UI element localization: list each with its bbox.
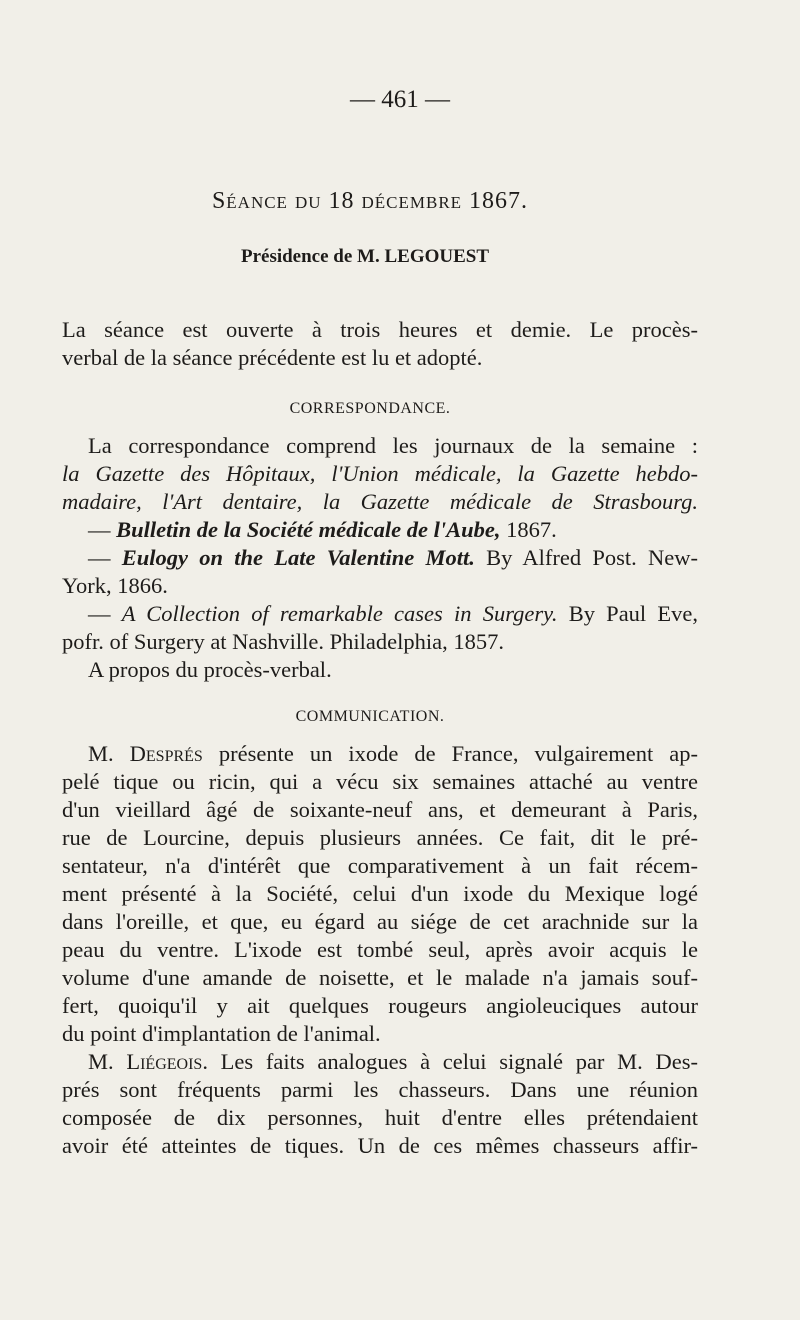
corr-line-2: la Gazette des Hôpitaux, l'Union médicale, la Gazette hebdo- xyxy=(62,461,698,486)
comm-p2-line-2: prés sont fréquents parmi les chasseurs. Dans une réunion xyxy=(62,1077,698,1102)
comm-p1-line-9: volume d'une amande de noisette, et le malade n'a jamais souf- xyxy=(62,965,698,990)
comm-p1-line-4: rue de Lourcine, depuis plusieurs années. Ce fait, dit le pré- xyxy=(62,825,698,850)
comm-p1-line-6: ment présenté à la Société, celui d'un ixode du Mexique logé xyxy=(62,881,698,906)
comm-p1-line-7: dans l'oreille, et que, eu égard au siége de cet arachnide sur la xyxy=(62,909,698,934)
comm-p1-line-1: M. Després présente un ixode de France, vulgairement ap- xyxy=(88,741,698,766)
comm-p1-line-2: pelé tique ou ricin, qui a vécu six semaines attaché au ventre xyxy=(62,769,698,794)
comm-p1-line-11: du point d'implantation de l'animal. xyxy=(62,1021,381,1046)
corr-line-8: pofr. of Surgery at Nashville. Philadelphia, 1857. xyxy=(62,629,505,654)
corr-line-4: — Bulletin de la Société médicale de l'Aube, 1867. xyxy=(88,517,557,542)
comm-p2-line-1: M. Liégeois. Les faits analogues à celui signalé par M. Des- xyxy=(88,1049,699,1074)
session-title: Séance du 18 décembre 1867. xyxy=(211,188,529,214)
heading-communication: COMMUNICATION. xyxy=(295,708,445,725)
corr-line-1: La correspondance comprend les journaux de la semaine : xyxy=(88,433,698,458)
comm-p2-line-3: composée de dix personnes, huit d'entre elles prétendaient xyxy=(62,1105,698,1130)
comm-p2-line-4: avoir été atteintes de tiques. Un de ces mêmes chasseurs affir- xyxy=(62,1133,698,1158)
opening-line-1: La séance est ouverte à trois heures et demie. Le procès- xyxy=(62,317,698,342)
presidency-line: Présidence de M. LEGOUEST xyxy=(240,246,490,267)
page-number: — 461 — xyxy=(350,86,450,113)
comm-p1-line-10: fert, quoiqu'il y ait quelques rougeurs angioleuciques autour xyxy=(62,993,698,1018)
opening-line-2: verbal de la séance précédente est lu et adopté. xyxy=(62,345,483,370)
corr-line-6: York, 1866. xyxy=(62,573,168,598)
corr-line-5: — Eulogy on the Late Valentine Mott. By Alfred Post. New- xyxy=(88,545,698,570)
corr-line-3: madaire, l'Art dentaire, la Gazette médicale de Strasbourg. xyxy=(62,489,698,514)
comm-p1-line-5: sentateur, n'a d'intérêt que comparativement à un fait récem- xyxy=(62,853,698,878)
corr-line-9: A propos du procès-verbal. xyxy=(88,657,332,682)
comm-p1-line-8: peau du ventre. L'ixode est tombé seul, après avoir acquis le xyxy=(62,937,698,962)
heading-correspondance: CORRESPONDANCE. xyxy=(289,400,451,417)
corr-line-7: — A Collection of remarkable cases in Surgery. By Paul Eve, xyxy=(88,601,699,626)
comm-p1-line-3: d'un vieillard âgé de soixante-neuf ans, et demeurant à Paris, xyxy=(62,797,698,822)
